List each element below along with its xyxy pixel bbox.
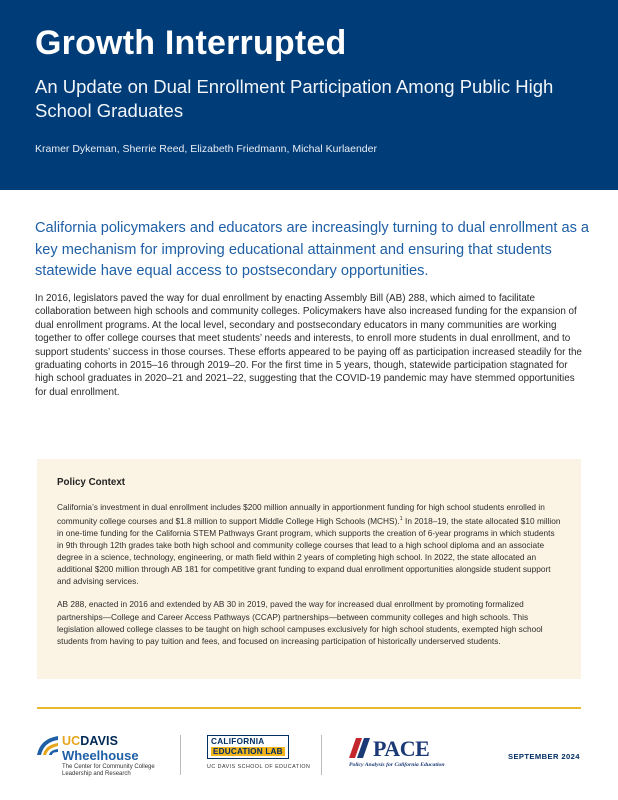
header-banner — [0, 0, 618, 190]
education-lab-badge — [207, 735, 289, 759]
policy-context-heading: Policy Context — [57, 477, 126, 488]
body-paragraph: In 2016, legislators paved the way for dual enrollment by enacting Assembly Bill (AB) 288, which aimed to facilitate collaboration between high schools and community colleges. Policymakers have also increased funding for the expansion of dual enrollment programs. At the local level, secondary and postsecondary educators in many communities are working together to offer college courses that meet students’ needs and interests, to enroll more students in dual enrollment, and to support students’ success in those courses. These efforts appeared to be paying off as participation increased steadily for the graduating cohorts in 2015–16 through 2019–20. For the first time in 5 years, though, statewide participation stagnated for high school graduates in 2020–21 and 2021–22, suggesting that the COVID-19 pandemic may have stemmed opportunities for dual enrollment. — [35, 293, 582, 398]
policy-paragraph-1-text-b: In 2018–19, the state allocated $10 million in one-time funding for the California STEM Pathways Grant program, which supports the creation of 6-year programs in which students in 9th through 12th grades take both high school and community college courses that lead to a high school diploma and an associate degree in a science, technology, engineering, or math field within 2 years of completing high school. In 2022, the state allocated an additional $200 million through AB 181 for competitive grant funding to expand dual enrollment opportunities alongside student support and advising services. — [57, 515, 561, 587]
ucdavis-uc: UC — [62, 734, 81, 748]
report-title: Growth Interrupted — [35, 24, 347, 62]
wheelhouse-logo — [36, 734, 176, 784]
ucdavis-wordmark — [62, 734, 118, 748]
wheelhouse-name: Wheelhouse — [62, 748, 139, 763]
pace-flag-icon — [346, 736, 372, 760]
footer-divider — [321, 735, 322, 775]
education-lab-line1: CALIFORNIA — [211, 737, 265, 746]
author-list: Kramer Dykeman, Sherrie Reed, Elizabeth Friedmann, Michal Kurlaender — [35, 143, 377, 155]
footer — [0, 725, 618, 800]
report-subtitle: An Update on Dual Enrollment Participation Among Public High School Graduates — [35, 76, 554, 121]
policy-paragraph-2: AB 288, enacted in 2016 and extended by AB 30 in 2019, paved the way for increased dual enrollment by promoting formalized partnerships—College and Career Access Pathways (CCAP) partnerships—between community colleges and high schools. This legislation allowed college classes to be taught on high school campuses exclusively for high school students, exempted high school students from having to pay tuition and fees, and focused on increasing participation of historically underserved students. — [57, 599, 543, 646]
education-lab-line2: EDUCATION LAB — [213, 747, 283, 756]
ucdavis-arch-icon — [36, 734, 60, 756]
education-lab-subtitle: UC DAVIS SCHOOL OF EDUCATION — [207, 764, 311, 770]
pace-tagline: Policy Analysis for California Education — [349, 762, 445, 768]
wheelhouse-tagline: The Center for Community College Leadership and Research — [62, 764, 155, 777]
pace-wordmark: PACE — [373, 736, 430, 761]
california-education-lab-logo — [207, 735, 311, 783]
policy-context-box — [37, 459, 581, 679]
lead-paragraph: California policymakers and educators are increasingly turning to dual enrollment as a key mechanism for improving educational attainment and ensuring that students statewide have equal access to postsecondary opportunities. — [35, 220, 590, 279]
footnote-marker[interactable]: 1 — [399, 516, 403, 523]
footer-divider — [180, 735, 181, 775]
ucdavis-davis: DAVIS — [80, 734, 119, 748]
policy-paragraph-1 — [57, 501, 561, 587]
publication-date: SEPTEMBER 2024 — [508, 752, 580, 761]
footer-rule — [37, 707, 581, 709]
pace-logo — [346, 734, 466, 782]
policy-paragraph-1-text-a: California’s investment in dual enrollment includes $200 million annually in apportionment funding for high school students enrolled in community college courses and $1.8 million to support Middle College High Schools (MCHS). — [57, 502, 545, 526]
